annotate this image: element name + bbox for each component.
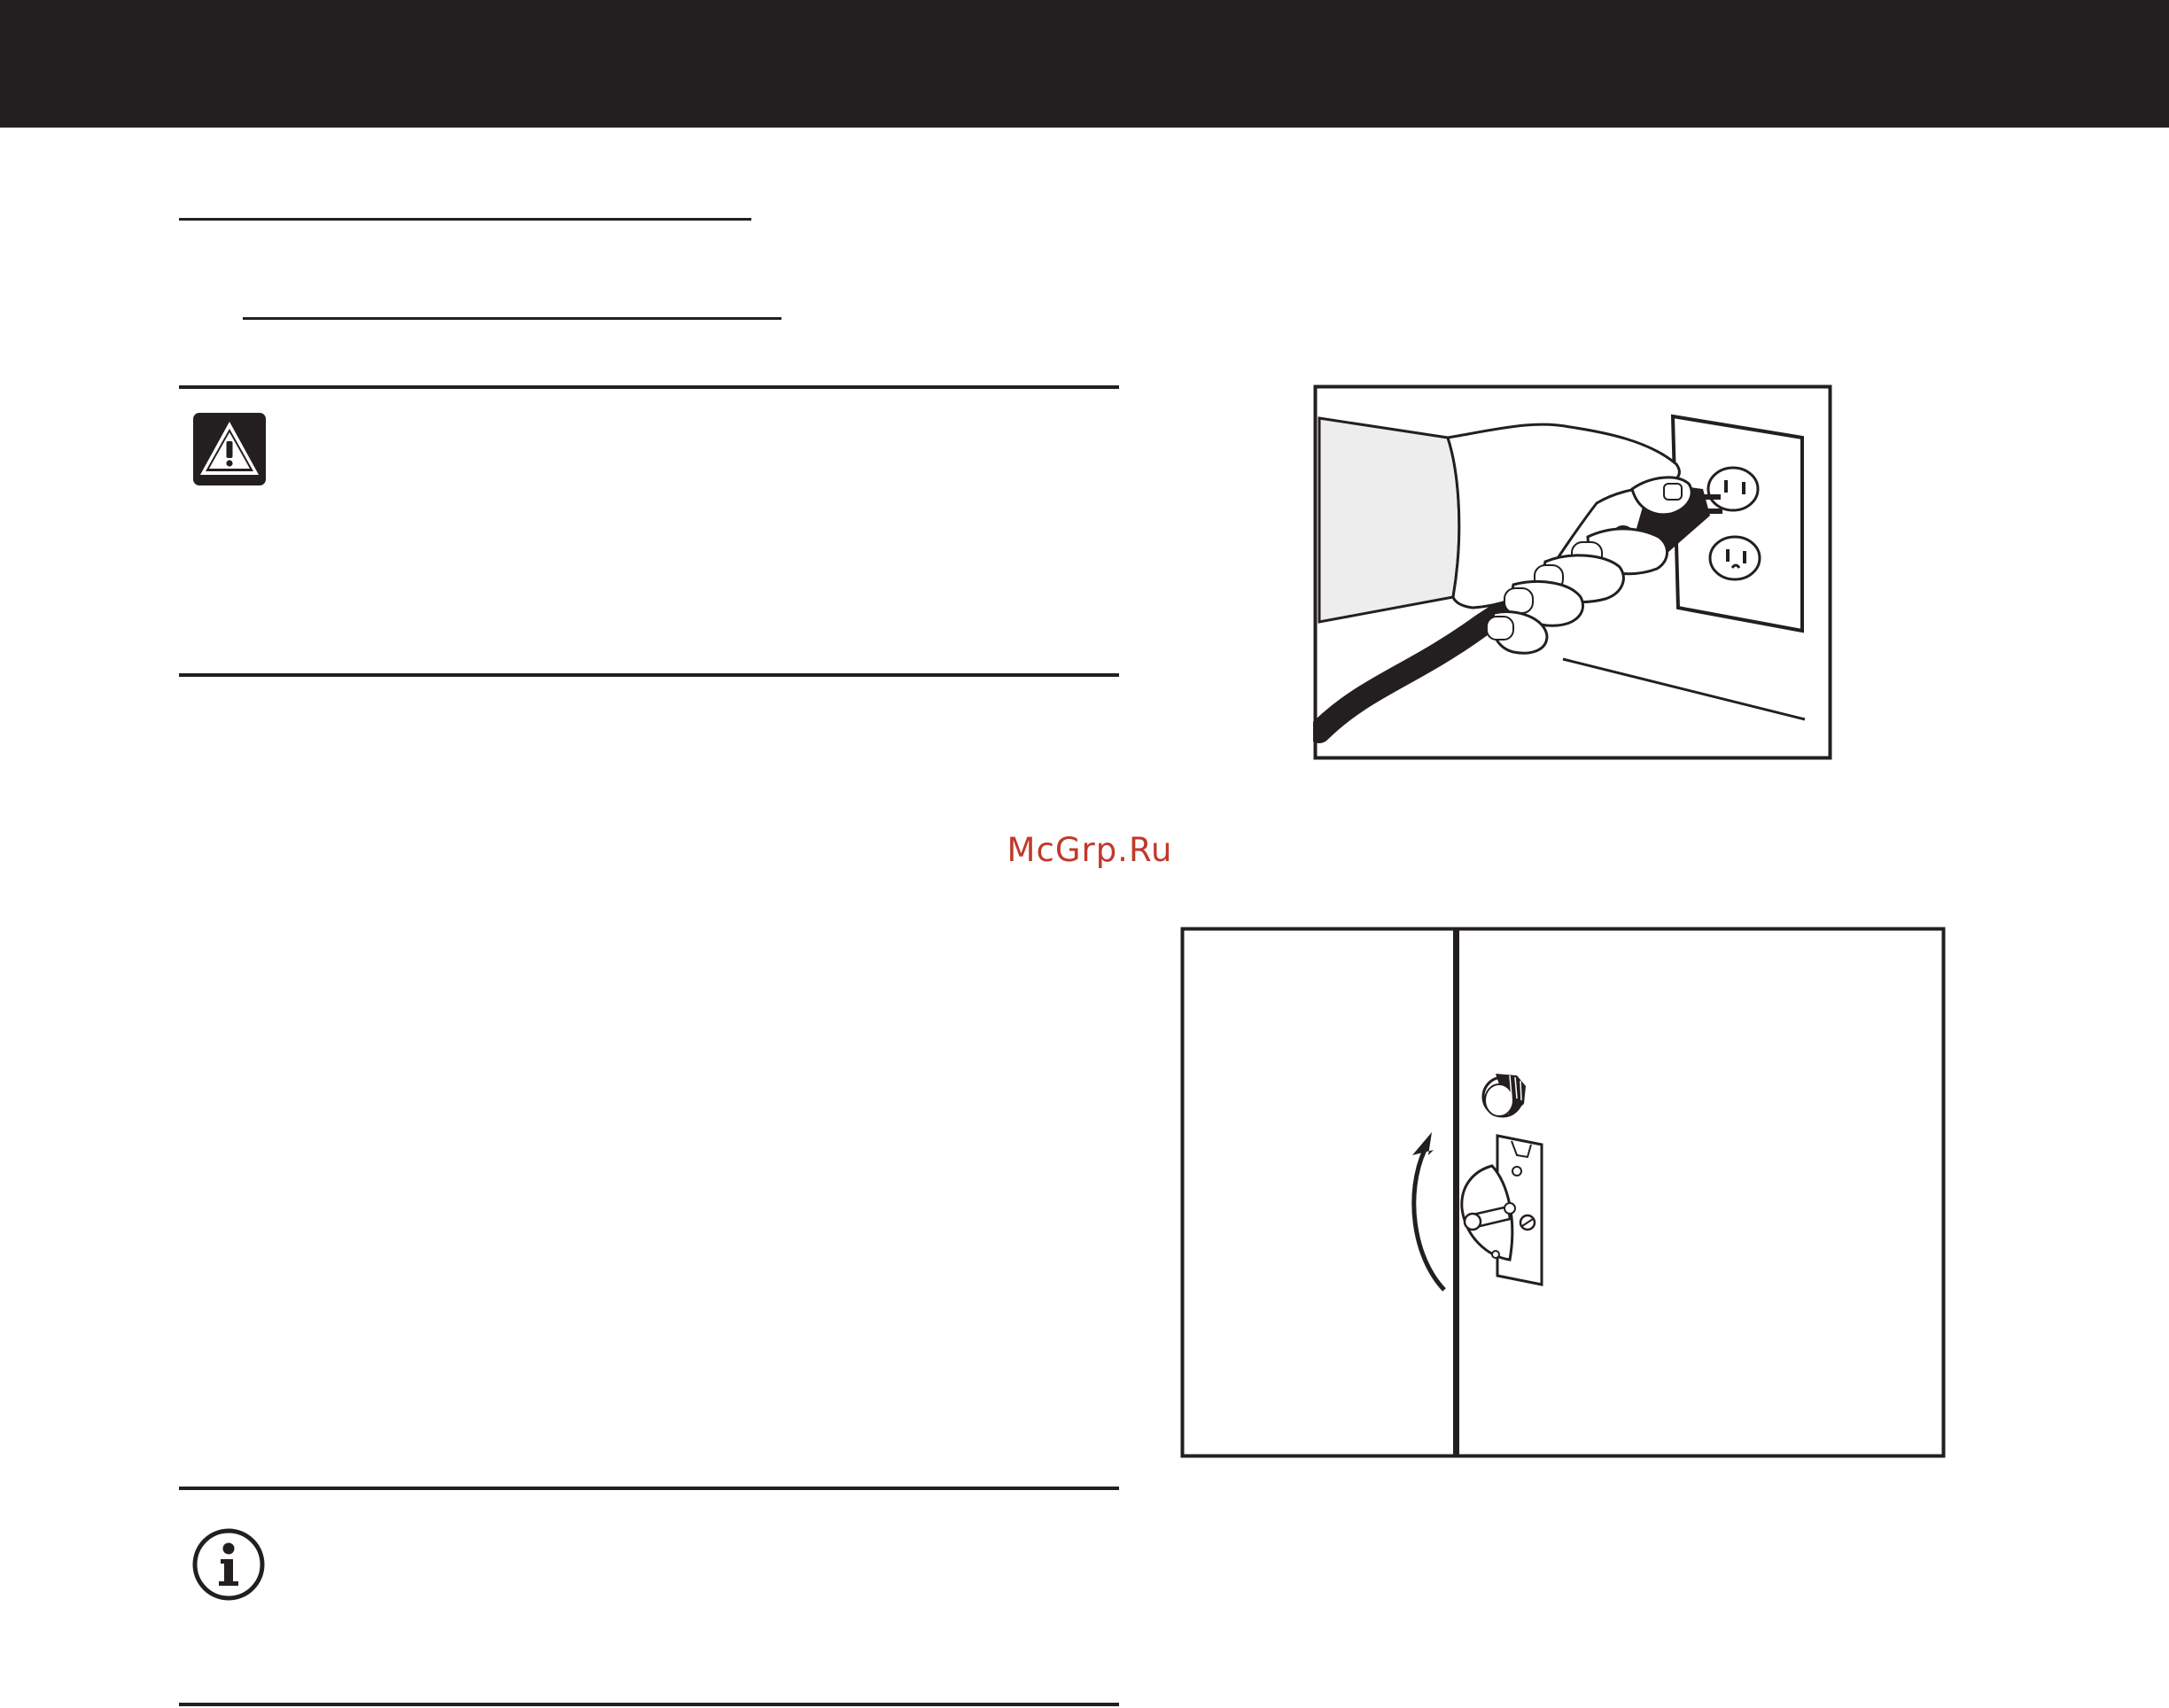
- info-circle-icon: [191, 1527, 266, 1602]
- warning-box-bottom-rule: [179, 673, 1119, 677]
- warning-triangle-icon: [191, 411, 268, 487]
- watermark: McGrp.Ru: [1007, 831, 1173, 869]
- control-knob-figure: [1180, 927, 1946, 1458]
- warning-box-top-rule: [179, 385, 1119, 389]
- section-heading-underline: [179, 218, 751, 221]
- subsection-heading-underline: [243, 317, 781, 320]
- plug-figure: [1313, 384, 1832, 760]
- info-box-bottom-rule: [179, 1703, 1119, 1706]
- info-box-top-rule: [179, 1487, 1119, 1490]
- header-bar: [0, 0, 2169, 128]
